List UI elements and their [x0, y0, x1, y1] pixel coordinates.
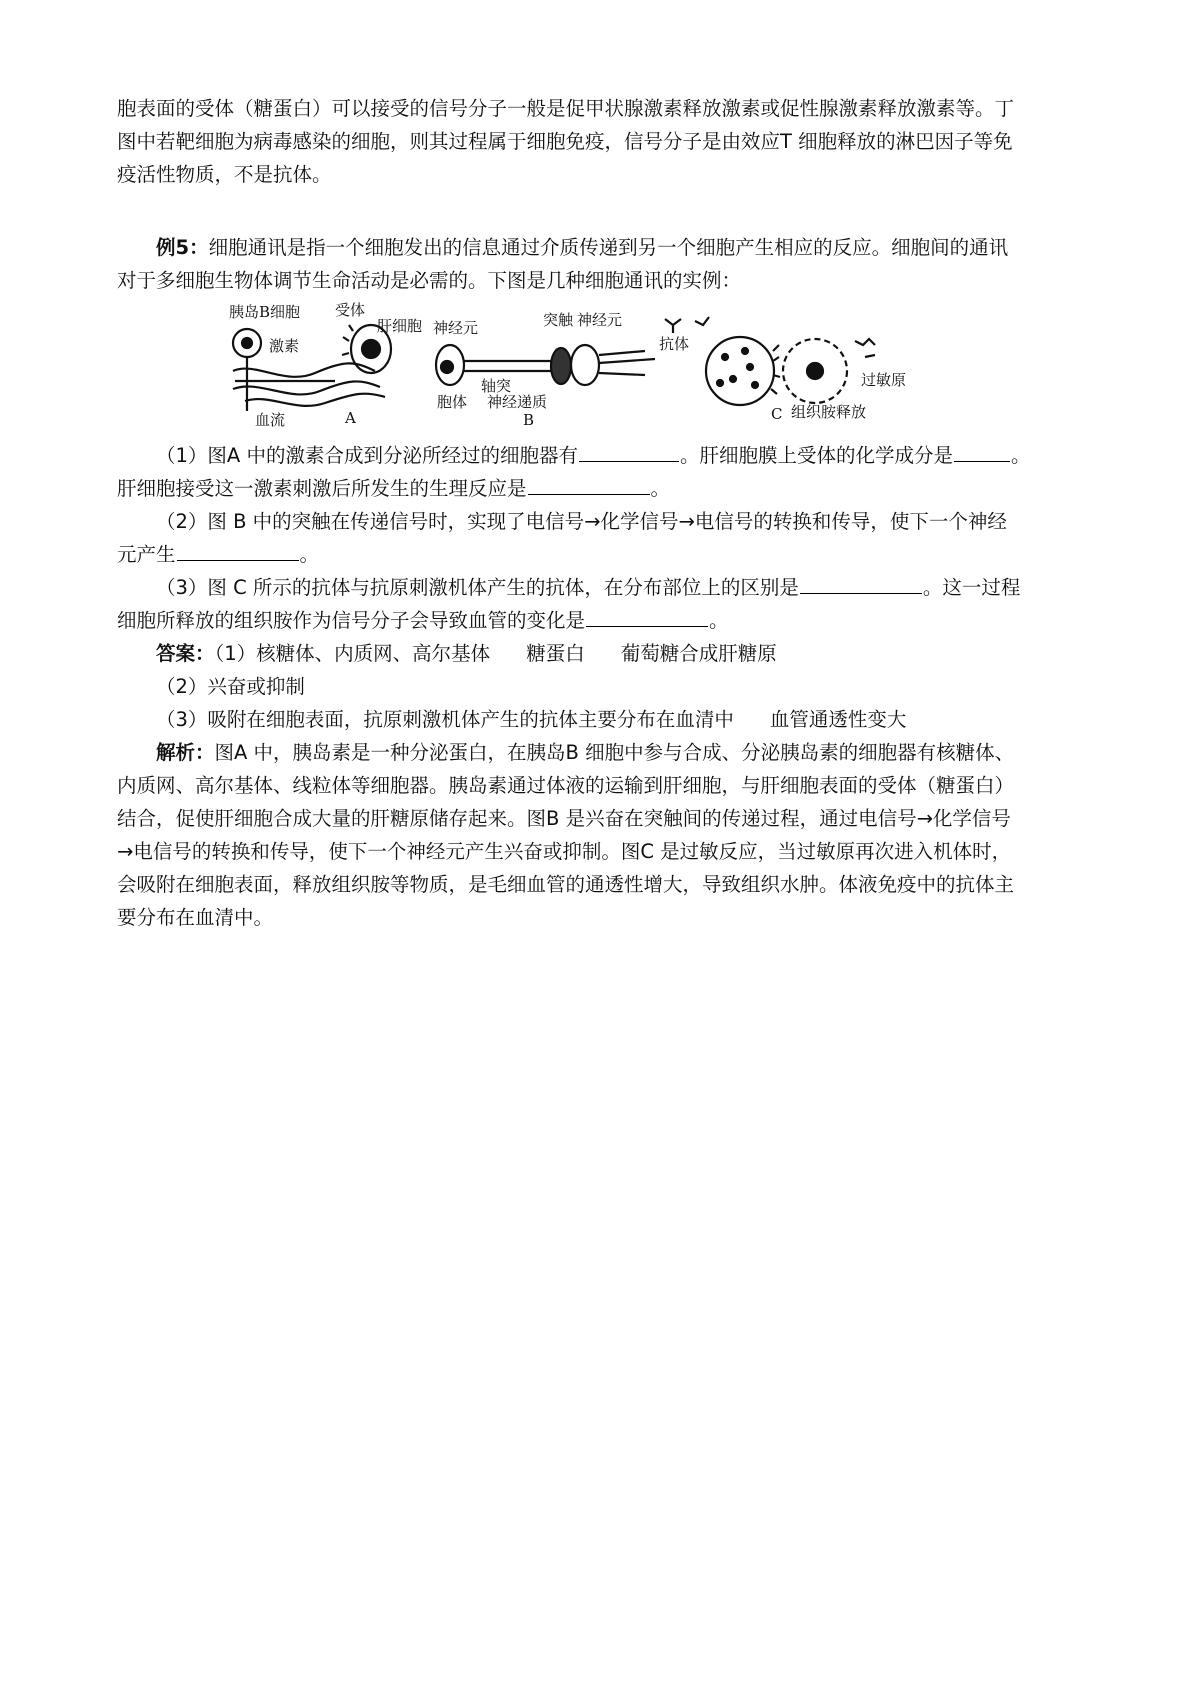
- answer-1-a: （1）核糖体、内质网、高尔基体: [214, 642, 491, 665]
- answer-1-c: 葡萄糖合成肝糖原: [620, 642, 777, 665]
- analysis-line-4: →电信号的转换和传导，使下一个神经元产生兴奋或抑制。图C 是过敏反应，当过敏原再次进入机体时，: [117, 840, 1012, 863]
- analysis-line-6: 要分布在血清中。: [117, 906, 274, 929]
- label-histamine-release: 组织胺释放: [791, 403, 867, 421]
- analysis-text-1: 图A 中，胰岛素是一种分泌蛋白，在胰岛B 细胞中参与合成、分泌胰岛素的细胞器有核糖体、: [214, 741, 1015, 764]
- analysis-line-5: 会吸附在细胞表面，释放组织胺等物质，是毛细血管的通透性增大，导致组织水肿。体液免疫中的抗体主: [117, 873, 1015, 896]
- answer-3-b: 血管通透性变大: [769, 708, 907, 731]
- answer-label: 答案：: [156, 642, 215, 665]
- question-2-line-2: [117, 538, 1095, 571]
- question-3-line-2: [117, 604, 1095, 637]
- label-neurotransmitter: 神经递质: [487, 393, 548, 411]
- question-2-line-1: （2）图 B 中的突触在传递信号时，实现了电信号→化学信号→电信号的转换和传导，使下一个神经: [156, 510, 1007, 533]
- intro-line-2: 图中若靶细胞为病毒感染的细胞，则其过程属于细胞免疫，信号分子是由效应T 细胞释放的淋巴因子等免: [117, 130, 1013, 153]
- question-1-line-2: [117, 472, 1095, 505]
- question-1-text-b: 。肝细胞膜上受体的化学成分是: [679, 444, 953, 467]
- answer-line-3: [117, 703, 1095, 736]
- label-synapse: 突触: [543, 311, 574, 329]
- paragraph-gap: [117, 191, 1095, 231]
- answer-line-1: [117, 637, 1095, 670]
- label-pancreatic-b-cell: 胰岛B细胞: [229, 303, 301, 321]
- document-page: [117, 92, 1095, 934]
- label-receptor: 受体: [335, 301, 366, 319]
- analysis-line-2: 内质网、高尔基体、线粒体等细胞器。胰岛素通过体液的运输到肝细胞，与肝细胞表面的受体（糖蛋白）: [117, 774, 1015, 797]
- label-panel-a: A: [345, 409, 356, 427]
- answer-1-b: 糖蛋白: [526, 642, 585, 665]
- answer-3-a: （3）吸附在细胞表面，抗原刺激机体产生的抗体主要分布在血清中: [156, 708, 734, 731]
- label-neuron-2: 神经元: [577, 311, 623, 329]
- figure-drawing: [225, 301, 915, 433]
- analysis-line-3: 结合，促使肝细胞合成大量的肝糖原储存起来。图B 是兴奋在突触间的传递过程，通过电信号→化学信号: [117, 807, 1011, 830]
- analysis-label: 解析：: [156, 741, 215, 764]
- cell-communication-figure: [117, 301, 1095, 439]
- answer-blank-1[interactable]: [579, 439, 679, 462]
- answer-blank-4[interactable]: [177, 538, 299, 561]
- question-1-text-e: 。: [650, 477, 671, 500]
- answer-blank-3[interactable]: [528, 472, 650, 495]
- answer-blank-5[interactable]: [800, 571, 922, 594]
- label-liver-cell: 肝细胞: [377, 317, 423, 335]
- label-allergen: 过敏原: [861, 371, 907, 389]
- question-2-text-c: 。: [299, 543, 320, 566]
- question-1-text-c: 。: [1010, 444, 1031, 467]
- example-line-2: 对于多细胞生物体调节生命活动是必需的。下图是几种细胞通讯的实例：: [117, 269, 742, 292]
- question-1-text-d: 肝细胞接受这一激素刺激后所发生的生理反应是: [117, 477, 527, 500]
- answer-blank-6[interactable]: [586, 604, 708, 627]
- intro-line-3: 疫活性物质，不是抗体。: [117, 163, 332, 186]
- example-label: 例5：: [156, 236, 209, 259]
- label-blood-flow: 血流: [255, 411, 286, 429]
- question-2-text-b: 元产生: [117, 543, 176, 566]
- label-cell-body: 胞体: [437, 393, 468, 411]
- label-panel-c: C: [771, 405, 783, 423]
- question-1-line-1: [117, 439, 1095, 472]
- answer-line-2: （2）兴奋或抑制: [156, 675, 305, 698]
- question-3-text-b: 。这一过程: [922, 576, 1021, 599]
- mast-cell: [706, 337, 774, 405]
- intro-line-1: 胞表面的受体（糖蛋白）可以接受的信号分子一般是促甲状腺激素释放激素或促性腺激素释放激素等。丁: [117, 97, 1015, 120]
- label-axon: 轴突: [481, 377, 512, 395]
- question-3-text-c: 细胞所释放的组织胺作为信号分子会导致血管的变化是: [117, 609, 586, 632]
- analysis-line-1: [117, 736, 1095, 769]
- label-panel-b: B: [523, 411, 535, 429]
- example-line-1: [117, 231, 1095, 264]
- question-1-text-a: （1）图A 中的激素合成到分泌所经过的细胞器有: [156, 444, 578, 467]
- question-3-line-1: [117, 571, 1095, 604]
- answer-blank-2[interactable]: [954, 439, 1010, 462]
- label-antibody: 抗体: [659, 335, 690, 353]
- example-text-1: 细胞通讯是指一个细胞发出的信息通过介质传递到另一个细胞产生相应的反应。细胞间的通讯: [208, 236, 1009, 259]
- question-3-text-a: （3）图 C 所示的抗体与抗原刺激机体产生的抗体，在分布部位上的区别是: [156, 576, 799, 599]
- question-3-text-d: 。: [709, 609, 729, 632]
- label-hormone: 激素: [269, 337, 300, 355]
- postsynaptic-neuron: [571, 345, 599, 385]
- label-neuron-1: 神经元: [433, 319, 479, 337]
